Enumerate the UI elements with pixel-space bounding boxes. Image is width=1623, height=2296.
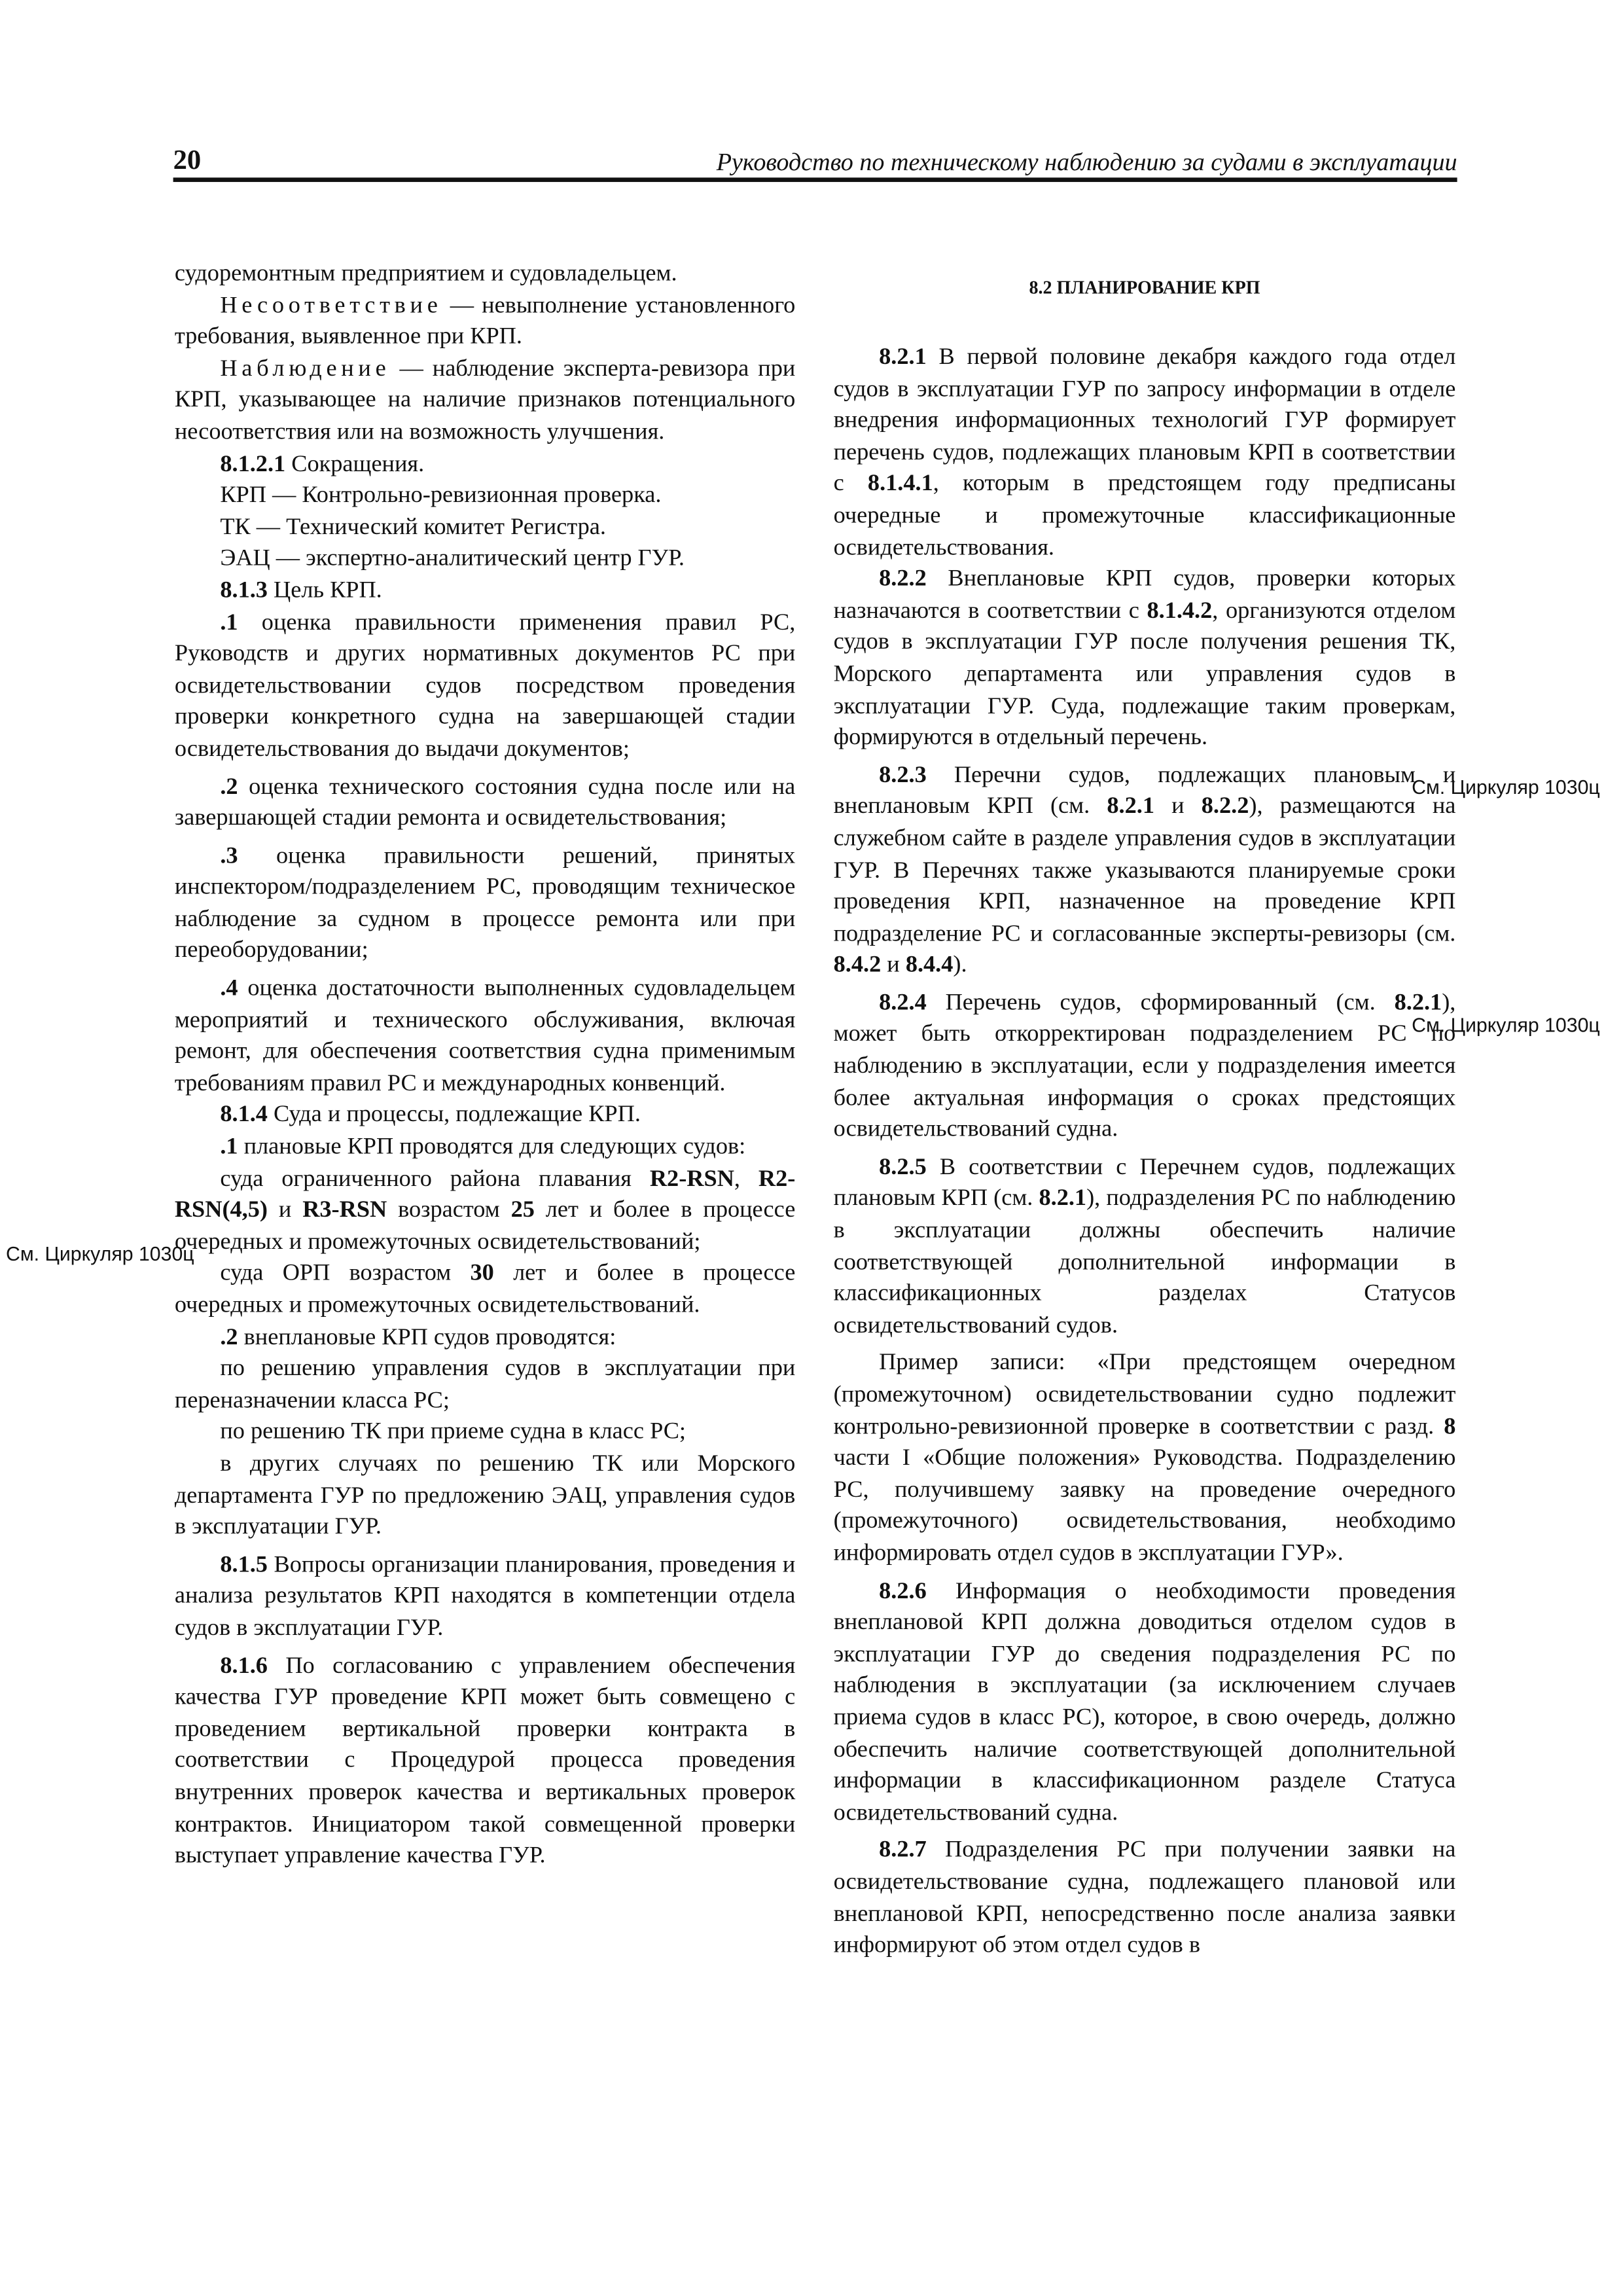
- list-item: по решению ТК при приеме судна в класс РС;: [220, 1418, 687, 1445]
- margin-note-circular[interactable]: См. Циркуляр 1030ц: [5, 1243, 194, 1265]
- page-number: 20: [173, 145, 202, 177]
- clause-8-2-5: 8.2.5 В соответствии с Перечнем судов, подлежащих плановым КРП (см. 8.2.1), подразделения РС по наблюдению в эксплуатации должны обеспечить наличие соответствующей дополнительной информации в классификационных разделах Статусов освидетельствований судов.: [833, 1153, 1456, 1338]
- running-title: Руководство по техническому наблюдению за судами в эксплуатации: [716, 148, 1457, 177]
- list-item: .2 оценка технического состояния судна после или на завершающей стадии ремонта и освидетельствования;: [174, 772, 796, 831]
- margin-note-circular[interactable]: См. Циркуляр 1030ц: [1412, 776, 1600, 798]
- clause-8-2-2: 8.2.2 Внеплановые КРП судов, проверки которых назначаются в соответствии с 8.1.4.2, организуются отделом судов в эксплуатации ГУР после получения решения ТК, Морского департамента или управления судов в эксплуатации ГУР. Суда, подлежащие таким проверкам, формируются в отдельный перечень.: [833, 565, 1456, 751]
- list-item: суда ОРП возрастом 30 лет и более в процессе очередных и промежуточных освидетельствований.: [174, 1259, 796, 1318]
- list-item: в других случаях по решению ТК или Морского департамента ГУР по предложению ЭАЦ, управления судов в эксплуатации ГУР.: [174, 1450, 796, 1540]
- example-record: Пример записи: «При предстоящем очередном (промежуточном) освидетельствовании судно подлежит контрольно-ревизионной проверке в соответствии с разд. 8 части I «Общие положения» Руководства. Подразделению РС, получившему заявку на проведение очередного (промежуточного) освидетельствования, необходимо информировать отдел судов в эксплуатации ГУР».: [833, 1349, 1456, 1566]
- list-item: .2 внеплановые КРП судов проводятся:: [220, 1323, 616, 1350]
- clause-8-1-6: 8.1.6 По согласованию с управлением обеспечения качества ГУР проведение КРП может быть совмещено с проведением вертикальной проверки контракта в соответствии с Процедурой процесса проведения внутренних проверок качества и вертикальных проверок контрактов. Инициатором такой совмещенной проверки выступает управление качества ГУР.: [174, 1651, 796, 1869]
- left-column: [175, 259, 795, 1873]
- list-item: суда ограниченного района плавания R2-RSN, R2-RSN(4,5) и R3-RSN возрастом 25 лет и более в процессе очередных и промежуточных освидетельствований;: [174, 1164, 796, 1255]
- clause-8-2-1: 8.2.1 В первой половине декабря каждого года отдел судов в эксплуатации ГУР по запросу информации в отделе внедрения информационных технологий ГУР формирует перечень судов, подлежащих плановым КРП в соответствии с 8.1.4.1, которым в предстоящем году предписаны очередные и промежуточные классификационные освидетельствования.: [833, 343, 1456, 560]
- abbreviation-eac: ЭАЦ — экспертно-аналитический центр ГУР.: [220, 545, 685, 572]
- margin-note-circular[interactable]: См. Циркуляр 1030ц: [1412, 1014, 1600, 1037]
- list-item: по решению управления судов в эксплуатации при переназначении класса РС;: [174, 1355, 796, 1413]
- list-item: .3 оценка правильности решений, принятых инспектором/подразделением РС, проводящим техническое наблюдение за судном в процессе ремонта или при переоборудовании;: [174, 842, 796, 963]
- clause-8-2-4: 8.2.4 Перечень судов, сформированный (см. 8.2.1), может быть откорректирован подразделением РС по наблюдению в эксплуатации, если у подразделения имеется более актуальная информация о сроках предстоящих освидетельствований судна.: [833, 989, 1456, 1143]
- list-item: .1 оценка правильности применения правил РС, Руководств и других нормативных документов РС при освидетельствовании судов посредством проведения проверки конкретного судна на завершающей стадии освидетельствования до выдачи документов;: [174, 608, 796, 762]
- clause-8-1-5: 8.1.5 Вопросы организации планирования, проведения и анализа результатов КРП находятся в компетенции отдела судов в эксплуатации ГУР.: [174, 1551, 796, 1641]
- clause-8-1-3: 8.1.3 Цель КРП.: [220, 577, 382, 603]
- section-title: 8.2 ПЛАНИРОВАНИЕ КРП: [1029, 277, 1260, 298]
- clause-8-2-7: 8.2.7 Подразделения РС при получении заявки на освидетельствование судна, подлежащего плановой или внеплановой КРП, непосредственно после анализа заявки информируют об этом отдел судов в: [833, 1836, 1456, 1958]
- header-rule: [173, 177, 1457, 181]
- paragraph: судоремонтным предприятием и судовладельцем.: [174, 259, 677, 287]
- list-item: .4 оценка достаточности выполненных судовладельцем мероприятий и технического обслуживания, включая ремонт, для обеспечения соответствия судна применимым требованиям правил РС и международных конвенций.: [174, 975, 796, 1096]
- clause-8-1-4: 8.1.4 Суда и процессы, подлежащие КРП.: [220, 1101, 641, 1128]
- abbreviation-tk: ТК — Технический комитет Регистра.: [220, 513, 606, 540]
- clause-8-2-3: 8.2.3 Перечни судов, подлежащих плановым и внеплановым КРП (см. 8.2.1 и 8.2.2), размещаются на служебном сайте в разделе управления судов в эксплуатации ГУР. В Перечнях также указываются планируемые сроки проведения КРП, назначенное на проведение КРП подразделение РС и согласованные эксперты-ревизоры (см. 8.4.2 и 8.4.4).: [833, 761, 1456, 978]
- definition-nonconformity: Несоответствие — невыполнение установленного требования, выявленное при КРП.: [174, 291, 796, 350]
- list-item: .1 плановые КРП проводятся для следующих судов:: [220, 1133, 746, 1160]
- abbreviation-krp: КРП — Контрольно-ревизионная проверка.: [220, 481, 662, 509]
- page-header: [173, 145, 1457, 177]
- right-column: [834, 259, 1456, 1962]
- definition-observation: Наблюдение — наблюдение эксперта-ревизора при КРП, указывающее на наличие признаков потенциального несоответствия или на возможность улучшения.: [174, 355, 796, 445]
- clause-8-1-2-1: 8.1.2.1 Сокращения.: [220, 450, 425, 476]
- clause-8-2-6: 8.2.6 Информация о необходимости проведения внеплановой КРП должна доводиться отделом судов в эксплуатации ГУР до сведения подразделения РС по наблюдения в эксплуатации (за исключением случаев приема судов в класс РС), которое, в свою очередь, должно обеспечить наличие соответствующей дополнительной информации в классификационном разделе Статуса освидетельствований судна.: [833, 1577, 1456, 1825]
